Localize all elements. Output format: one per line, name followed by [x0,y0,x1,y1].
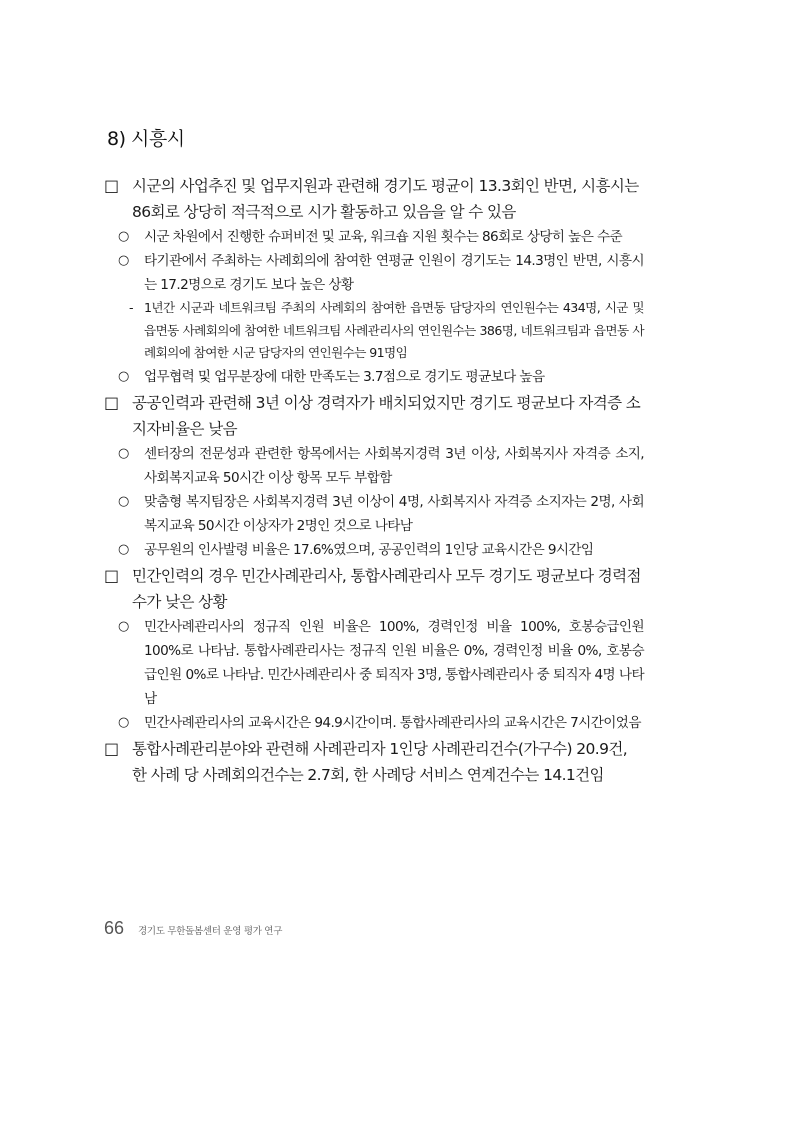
bullet-item [104,615,644,711]
sub-bullet-item [104,297,644,365]
bullet-item [104,365,644,389]
circle-bullet-icon: ○ [118,714,129,730]
circle-bullet-icon: ○ [118,493,129,509]
item-text: 통합사례관리분야와 관련해 사례관리자 1인당 사례관리건수(가구수) 20.9건, 한 사례 당 사례회의건수는 2.7회, 한 사례당 서비스 연계건수는 14.1건임 [132,739,628,784]
heading-item [104,390,644,442]
item-text: 업무협력 및 업무분장에 대한 만족도는 3.7점으로 경기도 평균보다 높음 [144,368,545,385]
heading-item [104,736,644,788]
item-text: 1년간 시군과 네트워크팀 주최의 사례회의 참여한 읍면동 담당자의 연인원수는 434명, 시군 및 읍면동 사례회의에 참여한 네트워크팀 사례관리사의 연인원수는 386명, 네트워크팀과 읍면동 사례회의에 참여한 시군 담당자의 연인원수는 91명임 [144,300,644,360]
bullet-item [104,538,644,562]
bullet-item [104,711,644,735]
item-text: 공무원의 인사발령 비율은 17.6%였으며, 공공인력의 1인당 교육시간은 9시간임 [144,541,594,558]
item-text: 민간인력의 경우 민간사례관리사, 통합사례관리사 모두 경기도 평균보다 경력점수가 낮은 상황 [132,566,641,611]
running-title: 경기도 무한돌봄센터 운영 평가 연구 [138,926,283,937]
circle-bullet-icon: ○ [118,541,129,557]
circle-bullet-icon: ○ [118,445,129,461]
section-title: 8) 시흥시 [107,128,185,150]
circle-bullet-icon: ○ [118,229,129,244]
circle-bullet-icon: ○ [118,368,129,384]
item-text: 타기관에서 주최하는 사례회의에 참여한 연평균 인원이 경기도는 14.3명인 반면, 시흥시는 17.2명으로 경기도 보다 높은 상황 [144,253,644,293]
item-text: 센터장의 전문성과 관련한 항목에서는 사회복지경력 3년 이상, 사회복지사 자격증 소지, 사회복지교육 50시간 이상 항목 모두 부합함 [144,445,644,486]
page-number: 66 [104,918,125,938]
item-text: 공공인력과 관련해 3년 이상 경력자가 배치되었지만 경기도 평균보다 자격증 소지자비율은 낮음 [132,393,641,438]
item-text: 시군 차원에서 진행한 슈퍼비전 및 교육, 워크숍 지원 횟수는 86회로 상당히 높은 수준 [144,229,623,245]
body-content [104,172,644,788]
circle-bullet-icon: ○ [118,618,129,634]
item-text: 시군의 사업추진 및 업무지원과 관련해 경기도 평균이 13.3회인 반면, 시흥시는 86회로 상당히 적극적으로 시가 활동하고 있음을 알 수 있음 [132,177,639,221]
square-bullet-icon: □ [104,176,119,195]
item-text: 민간사례관리사의 교육시간은 94.9시간이며. 통합사례관리사의 교육시간은 7시간이었음 [144,714,641,731]
heading-item [104,563,644,615]
circle-bullet-icon: ○ [118,253,129,268]
square-bullet-icon: □ [104,392,119,412]
item-text: 맞춤형 복지팀장은 사회복지경력 3년 이상이 4명, 사회복지사 자격증 소지자는 2명, 사회복지교육 50시간 이상자가 2명인 것으로 나타남 [144,493,644,534]
square-bullet-icon: □ [104,738,119,758]
bullet-item [104,490,644,538]
heading-item [104,173,644,225]
bullet-item [104,225,644,249]
bullet-item [104,249,644,297]
page-footer [104,918,282,939]
square-bullet-icon: □ [104,565,119,585]
bullet-item [104,442,644,490]
dash-bullet-icon: - [129,300,133,315]
item-text: 민간사례관리사의 정규직 인원 비율은 100%, 경력인정 비율 100%, 호봉승급인원 100%로 나타남. 통합사례관리사는 정규직 인원 비율은 0%, 경력인정 비율 0%, 호봉승급인원 0%로 나타남. 민간사례관리사 중 퇴직자 3명, 통합사례관리사 중 퇴직자 4명 나타남 [144,618,644,707]
